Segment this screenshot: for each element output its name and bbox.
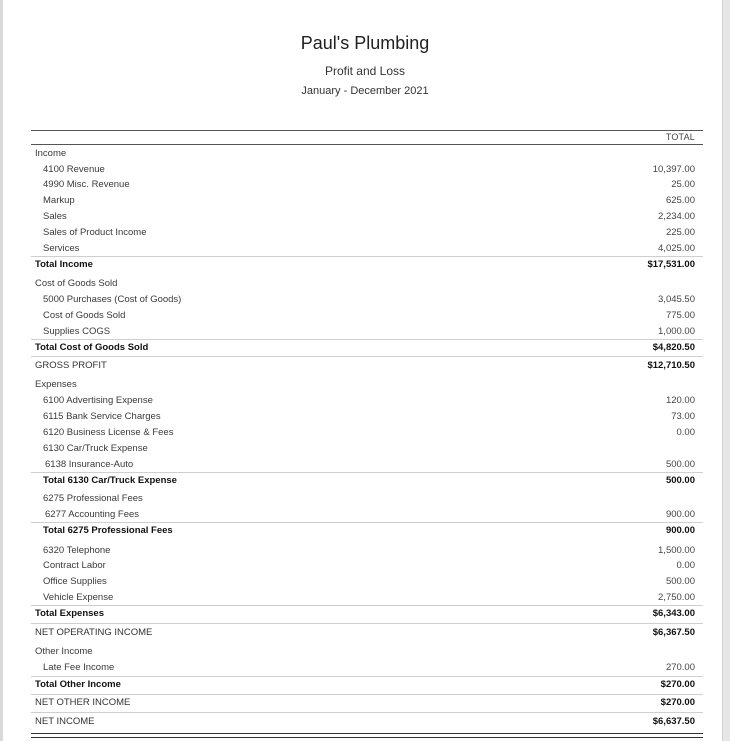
- row-value: $6,343.00: [652, 608, 695, 619]
- row-label: Total Expenses: [35, 608, 104, 619]
- row-label: 5000 Purchases (Cost of Goods): [43, 294, 182, 305]
- row-6120-business-license: [31, 425, 695, 440]
- row-contract-labor: [31, 558, 695, 573]
- row-value: 775.00: [665, 310, 695, 321]
- row-6277-accounting-fees: [31, 507, 695, 522]
- row-label: Services: [43, 243, 80, 254]
- page-edge-left: [0, 0, 3, 741]
- row-label: GROSS PROFIT: [35, 360, 107, 371]
- row-label: 6120 Business License & Fees: [43, 427, 174, 438]
- row-value: 0.00: [676, 427, 695, 438]
- row-services: [31, 241, 695, 256]
- row-label: Other Income: [35, 646, 93, 657]
- row-expenses-section: [31, 377, 695, 392]
- report-title: Profit and Loss: [324, 64, 406, 78]
- row-4100-revenue: [31, 162, 695, 177]
- row-6138-insurance-auto: [31, 457, 695, 472]
- row-value: $270.00: [660, 679, 695, 690]
- row-6100-advertising: [31, 393, 695, 408]
- row-label: 6115 Bank Service Charges: [43, 411, 161, 422]
- row-value: 500.00: [665, 576, 695, 587]
- separator: [31, 712, 703, 713]
- row-value: $6,367.50: [652, 627, 695, 638]
- header-rule-bottom: [31, 144, 703, 145]
- row-net-operating-income: [31, 625, 695, 640]
- row-value: 2,234.00: [658, 211, 695, 222]
- row-label: Expenses: [35, 379, 77, 390]
- row-value: 225.00: [665, 227, 695, 238]
- row-label: Contract Labor: [43, 560, 106, 571]
- company-name: Paul's Plumbing: [300, 33, 430, 53]
- row-cogs-section: [31, 276, 695, 291]
- row-value: 500.00: [665, 459, 695, 470]
- report-period: January - December 2021: [301, 85, 429, 97]
- row-label: Markup: [43, 195, 75, 206]
- row-late-fee-income: [31, 660, 695, 675]
- row-total-cogs: [31, 340, 695, 355]
- row-label: Late Fee Income: [43, 662, 115, 673]
- row-total-other-income: [31, 677, 695, 692]
- row-total-6130: [31, 473, 695, 488]
- row-supplies-cogs: [31, 324, 695, 339]
- row-total-6275: [31, 523, 695, 538]
- row-label: 6100 Advertising Expense: [43, 395, 153, 406]
- row-label: Total 6275 Professional Fees: [43, 525, 173, 536]
- row-value: $6,637.50: [652, 716, 695, 727]
- row-value: 4,025.00: [658, 243, 695, 254]
- row-value: 120.00: [665, 395, 695, 406]
- row-value: 270.00: [665, 662, 695, 673]
- row-label: Cost of Goods Sold: [35, 278, 118, 289]
- double-underline: [31, 733, 703, 738]
- row-label: Income: [35, 148, 67, 159]
- row-net-income: [31, 714, 695, 729]
- row-value: $270.00: [660, 697, 695, 708]
- row-4990-misc-revenue: [31, 177, 695, 192]
- row-label: NET OPERATING INCOME: [35, 627, 153, 638]
- row-value: 25.00: [671, 179, 695, 190]
- row-label: Total Income: [35, 259, 93, 270]
- row-label: Vehicle Expense: [43, 592, 114, 603]
- row-6320-telephone: [31, 543, 695, 558]
- row-label: 4990 Misc. Revenue: [43, 179, 130, 190]
- row-5000-purchases: [31, 292, 695, 307]
- row-6115-bank-charges: [31, 409, 695, 424]
- row-label: Cost of Goods Sold: [43, 310, 126, 321]
- row-value: 900.00: [665, 509, 695, 520]
- row-sales-of-product-income: [31, 225, 695, 240]
- row-total-expenses: [31, 606, 695, 621]
- row-value: $12,710.50: [647, 360, 695, 371]
- row-label: NET OTHER INCOME: [35, 697, 131, 708]
- row-sales: [31, 209, 695, 224]
- row-label: 6277 Accounting Fees: [45, 509, 140, 520]
- row-value: 1,500.00: [658, 545, 695, 556]
- row-label: Total 6130 Car/Truck Expense: [43, 475, 177, 486]
- row-label: Sales of Product Income: [43, 227, 147, 238]
- column-header-total: TOTAL: [665, 132, 695, 142]
- row-value: 625.00: [665, 195, 695, 206]
- row-label: 6275 Professional Fees: [43, 493, 143, 504]
- row-label: Total Other Income: [35, 679, 121, 690]
- header-rule-top: [31, 130, 703, 131]
- row-other-income-section: [31, 644, 695, 659]
- scrollbar-track[interactable]: [722, 0, 730, 741]
- row-value: 900.00: [665, 525, 695, 536]
- row-6275-professional-fees: [31, 491, 695, 506]
- row-value: 2,750.00: [658, 592, 695, 603]
- row-6130-car-truck: [31, 441, 695, 456]
- row-value: 1,000.00: [658, 326, 695, 337]
- row-total-income: [31, 257, 695, 272]
- row-office-supplies: [31, 574, 695, 589]
- row-value: 73.00: [671, 411, 695, 422]
- row-label: Supplies COGS: [43, 326, 111, 337]
- row-label: Office Supplies: [43, 576, 107, 587]
- row-value: $17,531.00: [647, 259, 695, 270]
- row-label: 4100 Revenue: [43, 164, 105, 175]
- row-label: Sales: [43, 211, 67, 222]
- separator: [31, 356, 703, 357]
- row-cost-of-goods-sold: [31, 308, 695, 323]
- row-markup: [31, 193, 695, 208]
- separator: [31, 623, 703, 624]
- row-value: 0.00: [676, 560, 695, 571]
- row-label: Total Cost of Goods Sold: [35, 342, 149, 353]
- row-label: 6320 Telephone: [43, 545, 111, 556]
- row-value: 500.00: [665, 475, 695, 486]
- row-value: 3,045.50: [658, 294, 695, 305]
- row-vehicle-expense: [31, 590, 695, 605]
- row-value: $4,820.50: [652, 342, 695, 353]
- row-gross-profit: [31, 358, 695, 373]
- row-value: 10,397.00: [652, 164, 695, 175]
- row-label: 6138 Insurance-Auto: [45, 459, 134, 470]
- row-net-other-income: [31, 695, 695, 710]
- row-income-section: [31, 146, 695, 161]
- row-label: 6130 Car/Truck Expense: [43, 443, 148, 454]
- row-label: NET INCOME: [35, 716, 95, 727]
